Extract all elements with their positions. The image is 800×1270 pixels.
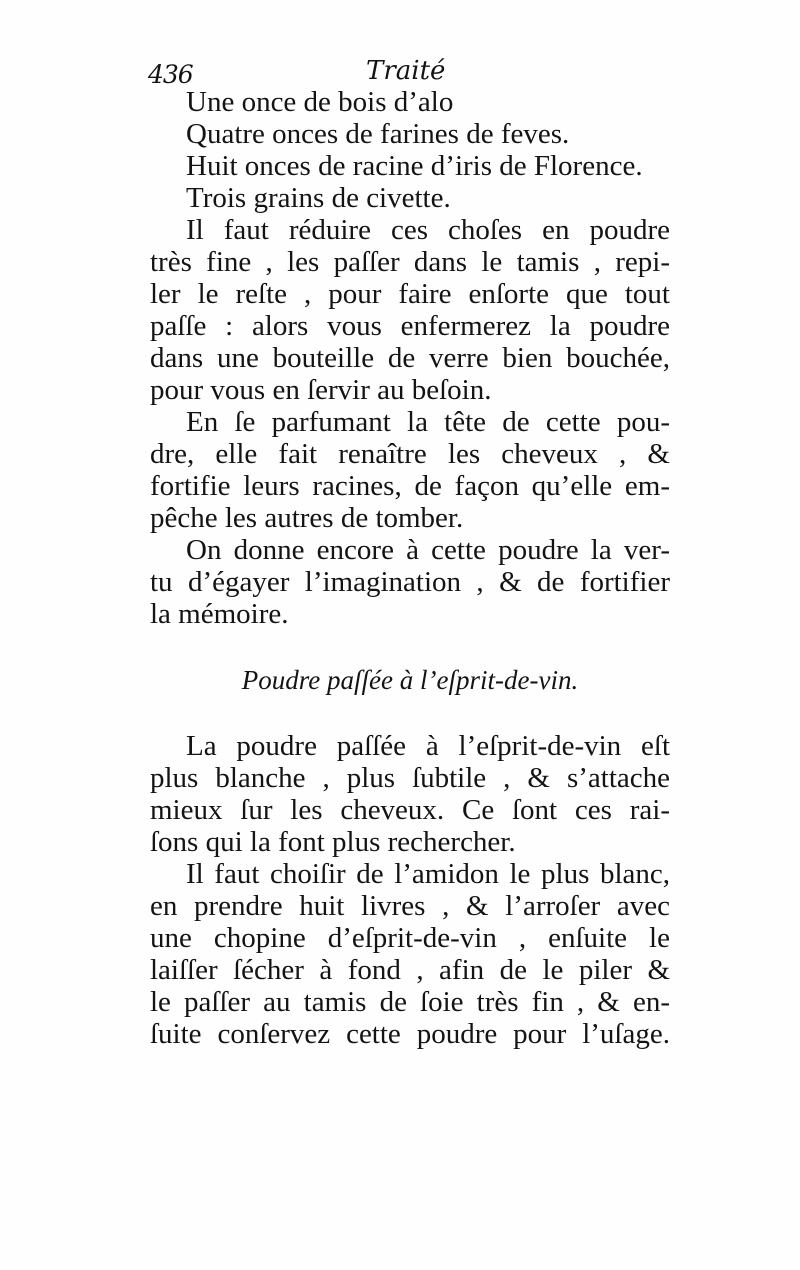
text-line: plus blanche , plus ſubtile , & s’attache [150,762,670,794]
text-line: fortifie leurs racines, de façon qu’elle em- [150,470,670,502]
ingredient-line: Huit onces de racine d’iris de Florence. [186,150,643,182]
text-line: En ſe parfumant la tête de cette pou- [186,406,670,438]
paragraph-virtue [150,534,670,630]
paragraph-effects [150,406,670,534]
text-line: Il faut réduire ces choſes en poudre [186,214,670,246]
running-title: Traité [366,56,446,86]
section-heading: Poudre paſſée à l’eſprit-de-vin. [241,665,579,695]
paragraph-description [150,730,670,858]
paragraph-instructions [150,214,670,406]
text-line: On donne encore à cette poudre la ver- [186,534,670,566]
ingredient-line: Quatre onces de farines de feves. [186,118,570,150]
text-line: ler le reſte , pour faire enſorte que tout [150,278,670,310]
text-line: le paſſer au tamis de ſoie très fin , & en- [150,986,670,1018]
text-line: une chopine d’eſprit-de-vin , enſuite le [150,922,670,954]
text-line: dre, elle fait renaître les cheveux , & [150,438,670,470]
text-line: pêche les autres de tomber. [150,502,464,534]
text-line: dans une bouteille de verre bien bouchée, [150,342,670,374]
text-line: mieux ſur les cheveux. Ce ſont ces rai- [150,794,670,826]
text-line: ſons qui la font plus rechercher. [150,826,516,858]
text-line: La poudre paſſée à l’eſprit-de-vin eſt [186,730,670,762]
text-line: laiſſer ſécher à fond , afin de le piler & [150,954,670,986]
ingredient-line: Trois grains de civette. [186,182,451,214]
text-line: Il faut choiſir de l’amidon le plus blanc, [186,858,670,890]
ingredient-list [150,86,670,214]
text-line: en prendre huit livres , & l’arroſer avec [150,890,670,922]
ingredient-line: Une once de bois d’alo [186,86,454,118]
text-line: ſuite conſervez cette poudre pour l’uſage. [150,1018,670,1050]
text-line: pour vous en ſervir au beſoin. [150,374,492,406]
text-line: la mémoire. [150,598,289,630]
page-number: 436 [148,60,193,89]
text-line: tu d’égayer l’imagination , & de fortifier [150,566,670,598]
paragraph-method [150,858,670,1050]
text-line: très fine , les paſſer dans le tamis , repi- [150,246,670,278]
text-line: paſſe : alors vous enfermerez la poudre [150,310,670,342]
